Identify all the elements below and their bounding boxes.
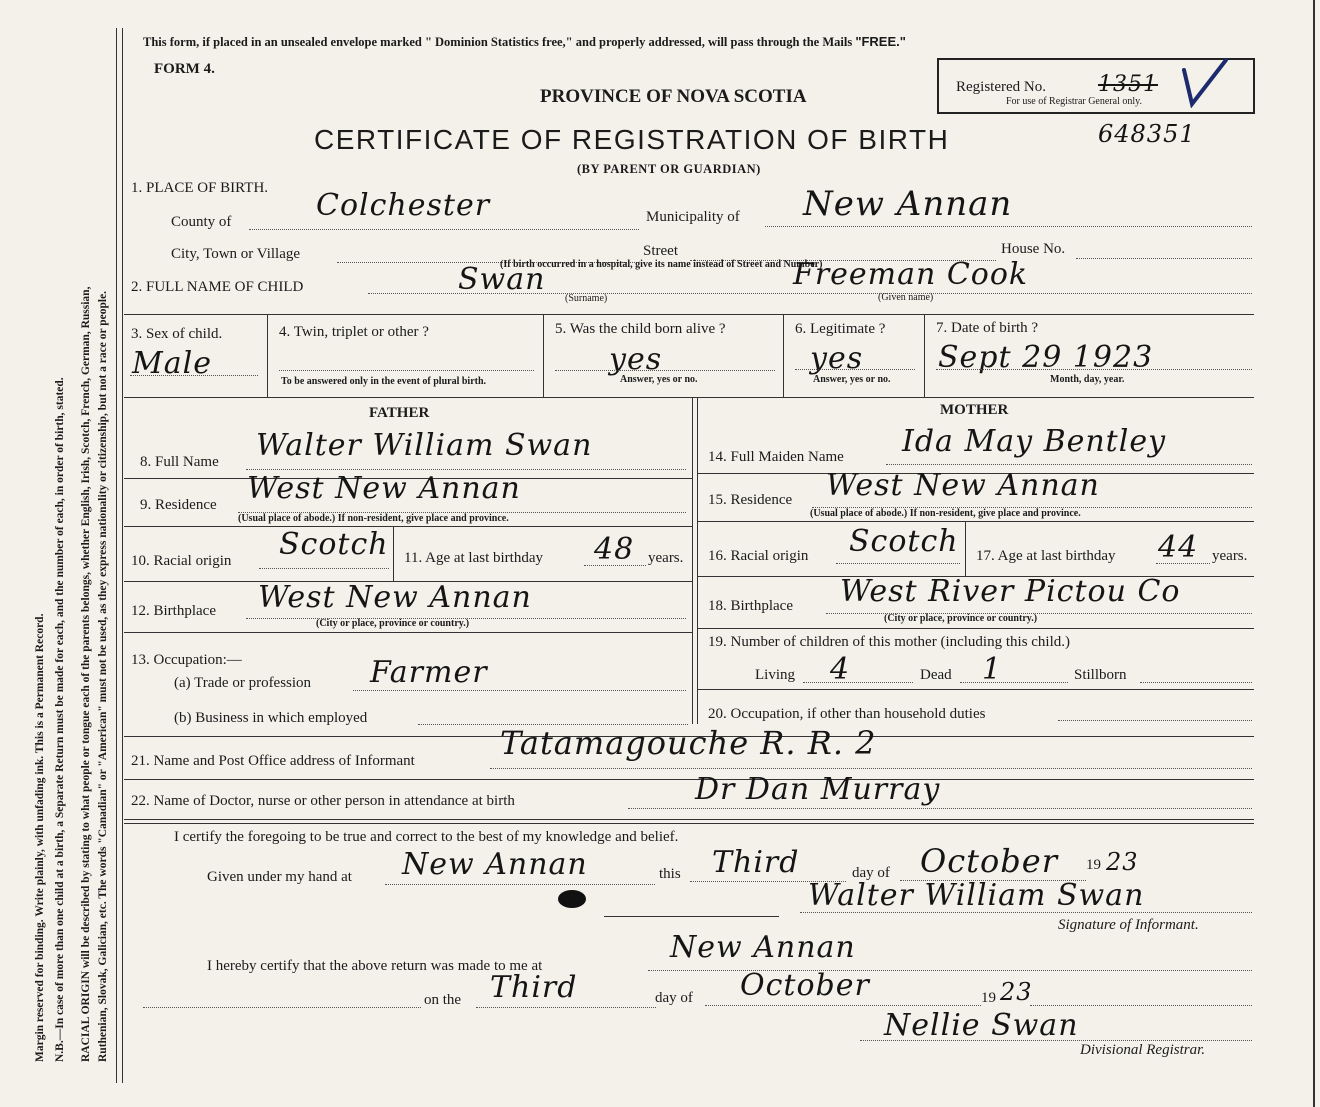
place-of-birth-label: 1. PLACE OF BIRTH. [131,180,269,196]
divider [124,314,1254,315]
dead-value: 1 [982,652,1003,687]
father-birthplace-label: 12. Birthplace [131,603,216,619]
registrar-statement: I hereby certify that the above return was made to me at [207,958,543,974]
father-race-value: Scotch [279,527,389,562]
father-residence-label: 9. Residence [140,497,217,513]
doctor-label: 22. Name of Doctor, nurse or other person in attendance at birth [131,793,515,809]
father-heading: FATHER [369,405,430,421]
divider [697,521,1254,522]
handwritten-certificate-number: 648351 [1098,120,1196,148]
mother-residence-note: (Usual place of abode.) If non-resident, give place and province. [810,508,1081,519]
children-count-label: 19. Number of children of this mother (including this child.) [708,634,1071,650]
margin-note-multiple-births: N.B.—In case of more than one child at a birth, a Separate Return must be made for each, and the number of each, in order of birth, stated. [54,377,66,1062]
municipality-value: New Annan [803,184,1013,224]
twin-note: To be answered only in the event of plural birth. [281,376,487,387]
legitimate-caption: Answer, yes or no. [813,374,891,385]
mother-birthplace-value: West River Pictou Co [840,574,1181,609]
divider [697,689,1254,690]
registrar-signature: Nellie Swan [884,1008,1079,1043]
registrar-day-of-label: day of [655,990,693,1006]
father-trade-label: (a) Trade or profession [174,675,312,691]
child-surname-value: Swan [458,262,546,297]
county-label: County of [171,214,232,230]
registrar-year-value: 23 [1000,978,1033,1006]
father-trade-value: Farmer [370,655,488,690]
ink-blot [558,890,586,908]
given-name-caption: (Given name) [878,292,934,303]
mother-occupation-label: 20. Occupation, if other than household duties [708,706,986,722]
page-title: CERTIFICATE OF REGISTRATION OF BIRTH [314,124,950,155]
informant-signature: Walter William Swan [808,878,1145,913]
county-value: Colchester [316,188,491,223]
municipality-label: Municipality of [646,209,740,225]
registrar-year-prefix: 19 [981,990,996,1006]
mother-birthplace-note: (City or place, province or country.) [884,613,1038,624]
divider [697,628,1254,629]
hospital-note: (If birth occurred in a hospital, give its name instead of Street and Number) [500,259,823,270]
center-divider [697,397,698,724]
divider [124,819,1254,820]
this-label: this [659,866,681,882]
father-race-label: 10. Racial origin [131,553,232,569]
given-under-label: Given under my hand at [207,869,352,885]
father-name-label: 8. Full Name [140,454,219,470]
father-name-value: Walter William Swan [256,428,593,463]
house-number-label: House No. [1001,241,1066,257]
mother-residence-label: 15. Residence [708,492,793,508]
divider [124,823,1254,824]
mail-notice [143,34,906,50]
left-border-outer [116,28,117,1083]
divider [267,314,268,397]
father-residence-note: (Usual place of abode.) If non-resident, give place and province. [238,513,509,524]
father-birthplace-value: West New Annan [258,580,532,615]
certify-place-value: New Annan [402,847,588,882]
informant-label: 21. Name and Post Office address of Informant [131,753,415,769]
right-border [1313,0,1315,1107]
center-divider [692,397,693,724]
divider [124,779,1254,780]
certify-year-prefix: 19 [1086,857,1101,873]
signature-caption: Signature of Informant. [1058,917,1199,933]
mother-name-value: Ida May Bentley [902,424,1167,459]
dead-label: Dead [920,667,952,683]
margin-note-racial-origin: RACIAL ORIGIN will be described by stating to what people or tongue each of the parents belongs, whether English, Irish, Scotch, French, German, Russian, [80,286,92,1062]
father-birthplace-note: (City or place, province or country.) [316,618,470,629]
born-alive-value: yes [609,342,663,377]
father-age-value: 48 [594,532,635,567]
date-of-birth-value: Sept 29 1923 [938,340,1154,375]
left-border-inner [122,28,123,1083]
born-alive-label: 5. Was the child born alive ? [555,321,726,337]
page-subtitle: (BY PARENT OR GUARDIAN) [577,162,761,176]
divider [965,521,966,576]
margin-note-nationality: Ruthenian, Slovak, Galician, etc. The words "Canadian" or "American" must not be used, as they express nationality or citizenship, but not a race or people. [97,290,109,1062]
mother-race-value: Scotch [849,524,959,559]
mother-age-label: 17. Age at last birthday [976,548,1116,564]
mother-residence-value: West New Annan [826,468,1100,503]
mother-years-label: years. [1212,548,1248,564]
mail-notice-free: "FREE." [855,34,906,49]
father-residence-value: West New Annan [247,471,521,506]
divider [604,916,779,917]
divider [543,314,544,397]
child-given-name-value: Freeman Cook [793,257,1029,292]
divider [924,314,925,397]
registrar-caption: Divisional Registrar. [1080,1042,1206,1058]
child-name-label: 2. FULL NAME OF CHILD [131,279,304,295]
sex-value: Male [132,346,212,381]
living-value: 4 [830,652,851,687]
divider [124,632,692,633]
surname-caption: (Surname) [565,293,608,304]
check-mark-icon [1180,56,1230,108]
registered-number-label: Registered No. [956,79,1046,95]
divider [393,526,394,581]
margin-note-binding: Margin reserved for binding. Write plainly, with unfading ink. This is a Permanent Record. [34,613,46,1062]
informant-value: Tatamagouche R. R. 2 [500,724,877,762]
doctor-value: Dr Dan Murray [695,772,941,807]
born-alive-caption: Answer, yes or no. [620,374,698,385]
mail-notice-text: This form, if placed in an unsealed envelope marked " Dominion Statistics free," and properly addressed, will pass through the Mails [143,35,853,49]
mother-birthplace-label: 18. Birthplace [708,598,793,614]
date-of-birth-label: 7. Date of birth ? [936,320,1039,336]
day-of-label: day of [852,865,890,881]
father-age-label: 11. Age at last birthday [404,550,543,566]
registrar-place-value: New Annan [670,930,856,965]
form-number: FORM 4. [154,61,215,77]
registrar-month-value: October [740,968,870,1003]
certify-year-value: 23 [1106,848,1139,876]
date-of-birth-caption: Month, day, year. [1050,374,1125,385]
certify-statement: I certify the foregoing to be true and correct to the best of my knowledge and belief. [174,829,679,845]
mother-age-value: 44 [1158,530,1199,565]
mother-race-label: 16. Racial origin [708,548,809,564]
city-label: City, Town or Village [171,246,301,262]
father-years-label: years. [648,550,684,566]
on-the-label: on the [424,992,462,1008]
mother-name-label: 14. Full Maiden Name [708,449,844,465]
province-heading: PROVINCE OF NOVA SCOTIA [540,86,807,107]
registrar-day-value: Third [490,970,578,1005]
divider [124,526,692,527]
divider [124,397,1254,398]
legitimate-label: 6. Legitimate ? [795,321,886,337]
father-occupation-label: 13. Occupation:— [131,652,242,668]
living-label: Living [755,667,795,683]
father-business-label: (b) Business in which employed [174,710,368,726]
divider [783,314,784,397]
stillborn-label: Stillborn [1074,667,1127,683]
certify-day-value: Third [712,845,800,880]
twin-label: 4. Twin, triplet or other ? [279,324,429,340]
legitimate-value: yes [810,341,864,376]
registered-number-value: 1351 [1098,72,1158,97]
street-label: Street [643,243,678,259]
mother-heading: MOTHER [940,402,1009,418]
registrar-general-note: For use of Registrar General only. [1006,96,1142,107]
certify-month-value: October [920,842,1058,880]
sex-label: 3. Sex of child. [131,326,223,342]
